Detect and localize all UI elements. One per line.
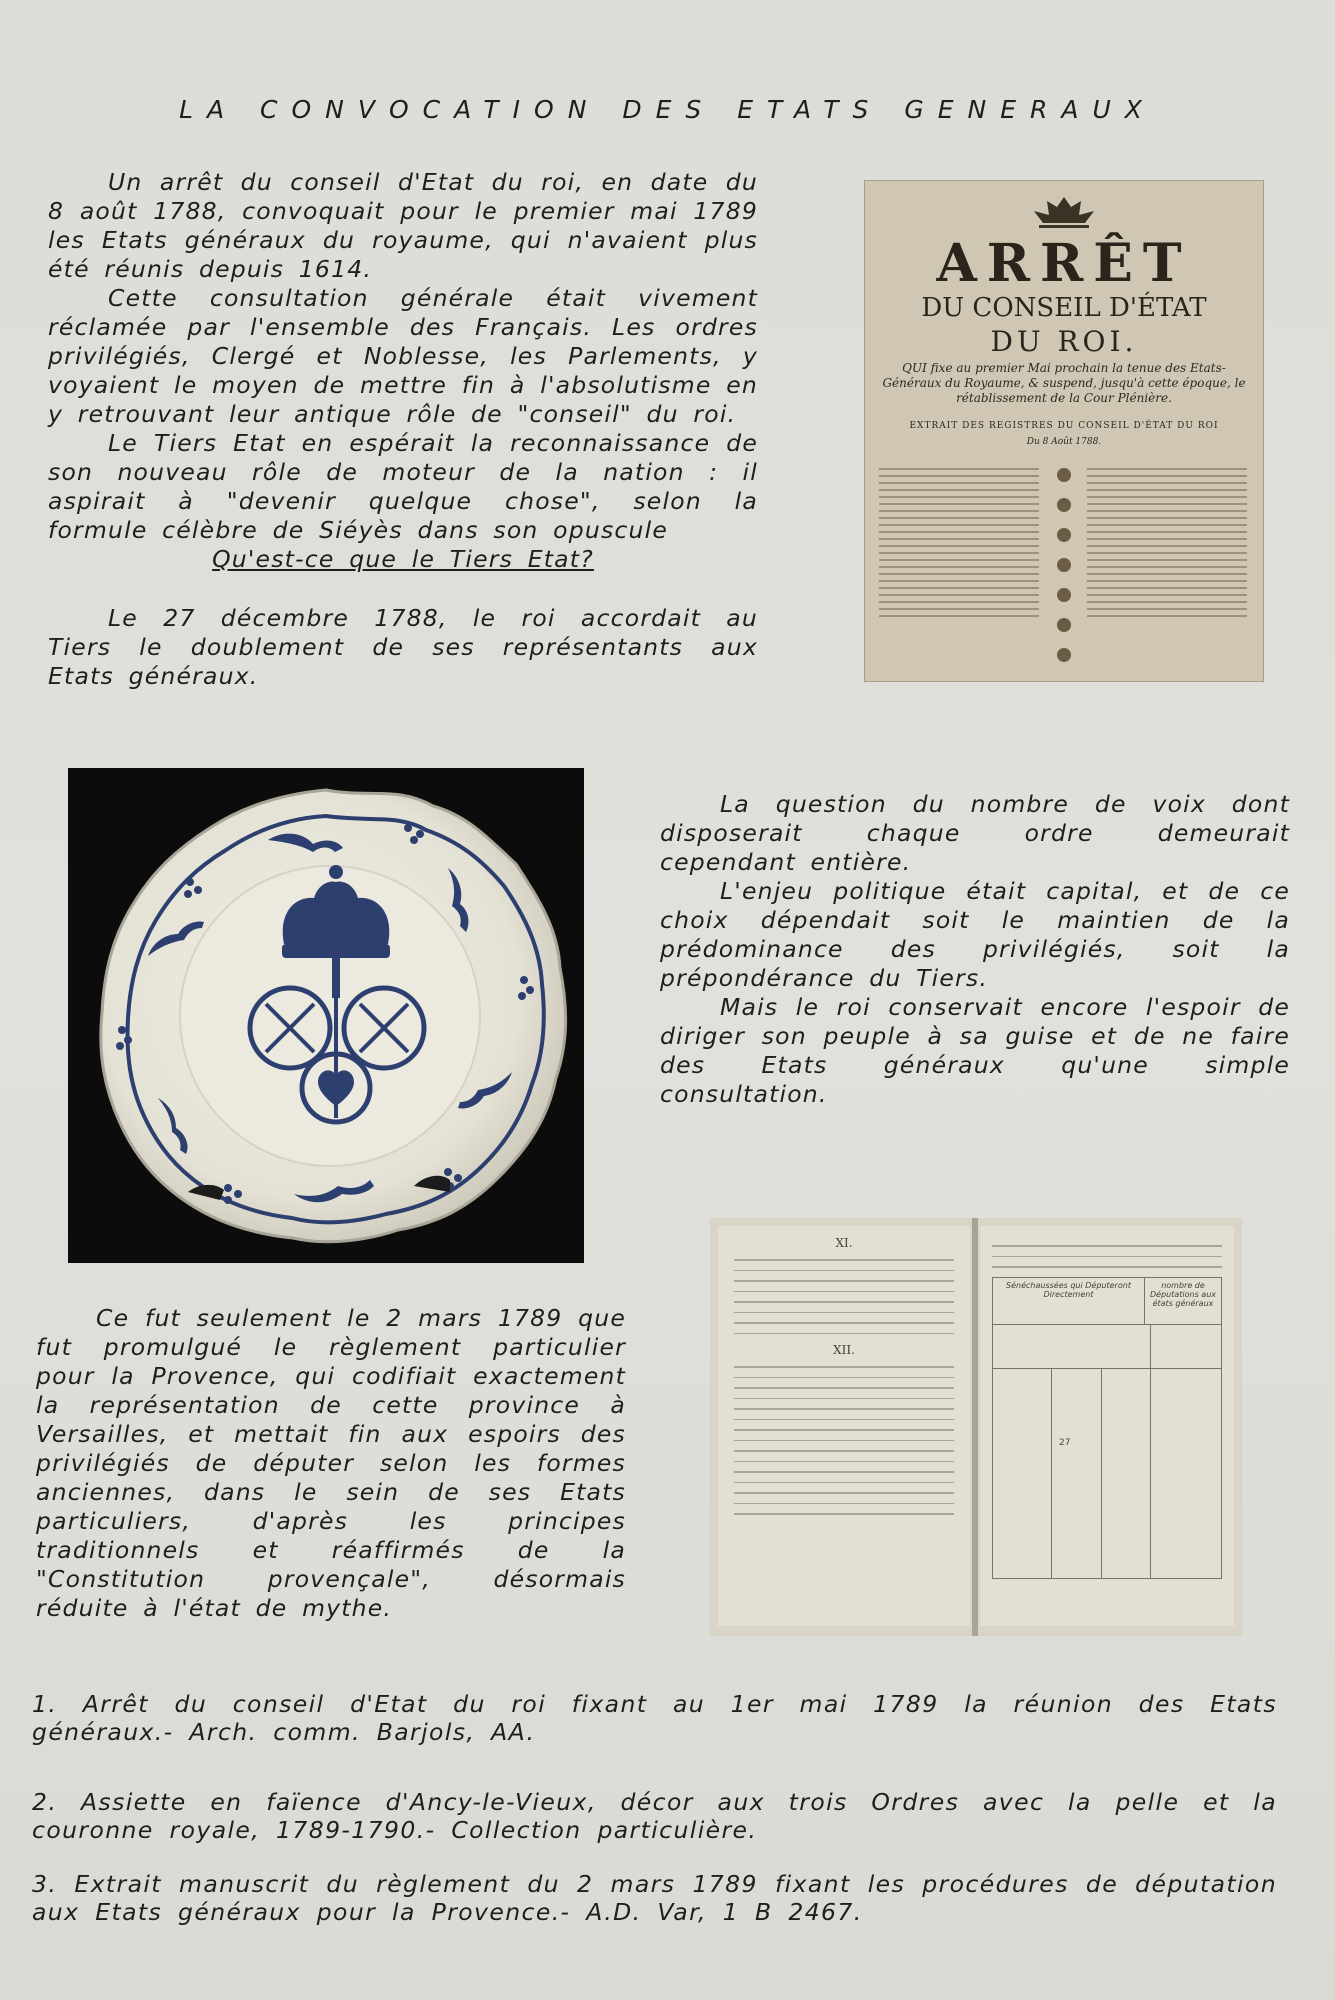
faience-plate-photo bbox=[68, 768, 584, 1263]
arret-date: Du 8 Août 1788. bbox=[1026, 437, 1102, 447]
table-total: 27 bbox=[1059, 1437, 1071, 1448]
manuscript-photo bbox=[710, 1218, 1242, 1636]
middle-paragraph-3: Mais le roi conservait encore l'espoir de diriger son peuple à sa guise et de ne faire des Etats généraux qu'une simple consultation. bbox=[660, 993, 1290, 1108]
caption-3: 3. Extrait manuscrit du règlement du 2 mars 1789 fixant les procédures de députation aux Etats généraux pour la Provence.- A.D. Var, 1 B 2467. bbox=[32, 1870, 1277, 1926]
middle-paragraph-2: L'enjeu politique était capital, et de ce choix dépendait soit le maintien de la prédominance des privilégiés, soit la prépondérance du Tiers. bbox=[660, 877, 1290, 992]
ornament-column-icon bbox=[1049, 465, 1079, 675]
table-col-nombre: nombre de Députations aux états généraux bbox=[1149, 1280, 1216, 1308]
intro-paragraph-1: Un arrêt du conseil d'Etat du roi, en date du 8 août 1788, convoquait pour le premier mai 1789 les Etats généraux du royaume, qui n'avaient plus été réunis depuis 1614. bbox=[48, 168, 758, 283]
arret-summary: QUI fixe au premier Mai prochain la tenue des Etats-Généraux du Royaume, & suspend, jusqu'à cette époque, le rétablissement de la Cour Plénière. bbox=[882, 361, 1246, 405]
intro-paragraph-4: Le 27 décembre 1788, le roi accordait au Tiers le doublement de ses représentants aux Etats généraux. bbox=[48, 604, 758, 690]
lower-text bbox=[36, 1304, 626, 1623]
intro-paragraph-3: Le Tiers Etat en espérait la reconnaissance de son nouveau rôle de moteur de la nation : il aspirait à "devenir quelque chose", selon la formule célèbre de Siéyès dans son opuscule bbox=[48, 429, 758, 544]
arret-heading: ARRÊT bbox=[936, 233, 1192, 294]
intro-text bbox=[48, 168, 758, 691]
caption-2: 2. Assiette en faïence d'Ancy-le-Vieux, décor aux trois Ordres avec la pelle et la couronne royale, 1789-1790.- Collection particulière. bbox=[32, 1788, 1277, 1844]
sieyes-title: Qu'est-ce que le Tiers Etat? bbox=[212, 545, 594, 573]
intro-paragraph-2: Cette consultation générale était vivement réclamée par l'ensemble des Français. Les ordres privilégiés, Clergé et Noblesse, les Parlements, y voyaient le moyen de mettre fin à l'absolutisme en y retrouvant leur antique rôle de "conseil" du roi. bbox=[48, 284, 758, 428]
arret-subheading-2: DU ROI. bbox=[990, 325, 1138, 358]
panel-title: LA CONVOCATION DES ETATS GENERAUX bbox=[179, 94, 1156, 124]
caption-1: 1. Arrêt du conseil d'Etat du roi fixant au 1er mai 1789 la réunion des Etats généraux.- Arch. comm. Barjols, AA. bbox=[32, 1690, 1277, 1746]
arret-text-right bbox=[1087, 463, 1247, 678]
manuscript-heading-xii: XII. bbox=[833, 1343, 855, 1357]
arret-text-left bbox=[879, 463, 1039, 678]
manuscript-heading-xi: XI. bbox=[835, 1236, 853, 1250]
plate-illustration bbox=[68, 768, 584, 1263]
middle-text bbox=[660, 790, 1290, 1109]
manuscript-right-page bbox=[980, 1226, 1234, 1626]
manuscript-left-page bbox=[718, 1226, 970, 1626]
manuscript-spine bbox=[972, 1218, 978, 1636]
lower-paragraph-1: Ce fut seulement le 2 mars 1789 que fut promulgué le règlement particulier pour la Provence, qui codifiait exactement la représentation de cette province à Versailles, et mettait fin aux espoirs des privilégiés de députer selon les formes anciennes, dans le sein de ses Etats particuliers, d'après les principes traditionnels et réaffirmés de la "Constitution provençale", désormais réduite à l'état de mythe. bbox=[36, 1304, 626, 1622]
table-col-senechaussees: Sénéchaussées qui Députeront Directement bbox=[993, 1278, 1145, 1324]
manuscript-table bbox=[992, 1277, 1222, 1579]
royal-emblem-icon bbox=[1019, 193, 1109, 233]
arret-subheading-1: DU CONSEIL D'ÉTAT bbox=[921, 293, 1207, 323]
arret-document-photo bbox=[864, 180, 1264, 682]
middle-paragraph-1: La question du nombre de voix dont disposerait chaque ordre demeurait cependant entière. bbox=[660, 790, 1290, 876]
arret-extract: EXTRAIT DES REGISTRES DU CONSEIL D'ÉTAT DU ROI bbox=[909, 421, 1219, 431]
